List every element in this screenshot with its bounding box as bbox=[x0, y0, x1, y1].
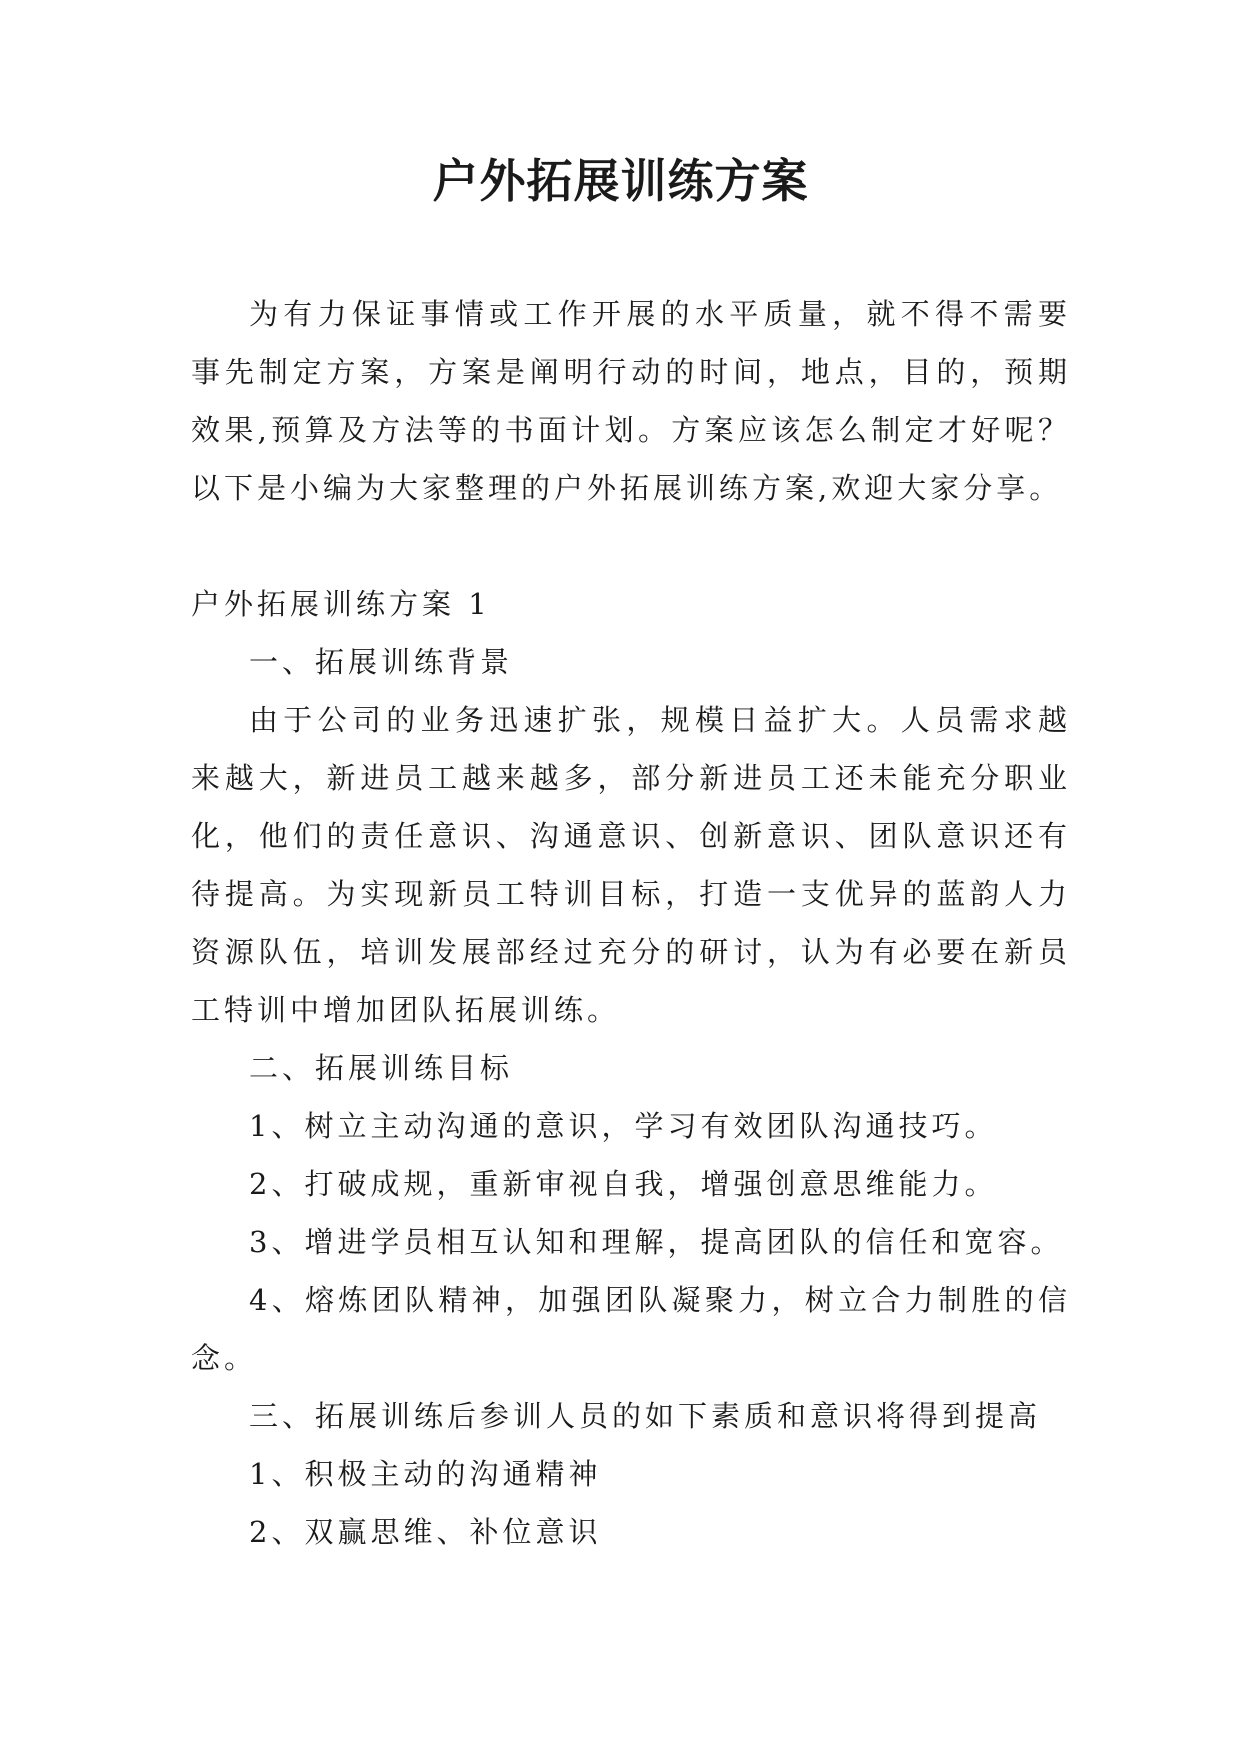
goal-item-3: 3、增进学员相互认知和理解，提高团队的信任和宽容。 bbox=[249, 1225, 1064, 1259]
goal-item-2: 2、打破成规，重新审视自我，增强创意思维能力。 bbox=[249, 1167, 998, 1201]
heading-goals: 二、拓展训练目标 bbox=[249, 1051, 514, 1085]
improvement-item-2: 2、双赢思维、补位意识 bbox=[249, 1515, 602, 1549]
goal-item-4: 4、熔炼团队精神，加强团队凝聚力，树立合力制胜的信念。 bbox=[191, 1283, 1071, 1375]
intro-paragraph: 为有力保证事情或工作开展的水平质量，就不得不需要事先制定方案，方案是阐明行动的时间，地点，目的，预期效果,预算及方法等的书面计划。方案应该怎么制定才好呢？以下是小编为大家整理的户外拓展训练方案,欢迎大家分享。 bbox=[191, 297, 1071, 505]
heading-improvements: 三、拓展训练后参训人员的如下素质和意识将得到提高 bbox=[249, 1399, 1042, 1433]
improvement-item-1: 1、积极主动的沟通精神 bbox=[249, 1457, 602, 1491]
section-heading: 户外拓展训练方案 1 bbox=[191, 587, 491, 621]
goal-item-1: 1、树立主动沟通的意识，学习有效团队沟通技巧。 bbox=[249, 1109, 998, 1143]
document-title: 户外拓展训练方案 bbox=[432, 154, 809, 208]
background-paragraph: 由于公司的业务迅速扩张，规模日益扩大。人员需求越来越大，新进员工越来越多，部分新进员工还未能充分职业化，他们的责任意识、沟通意识、创新意识、团队意识还有待提高。为实现新员工特训目标，打造一支优异的蓝韵人力资源队伍，培训发展部经过充分的研讨，认为有必要在新员工特训中增加团队拓展训练。 bbox=[191, 703, 1071, 1027]
heading-background: 一、拓展训练背景 bbox=[249, 645, 514, 679]
document-body bbox=[191, 285, 1071, 1561]
